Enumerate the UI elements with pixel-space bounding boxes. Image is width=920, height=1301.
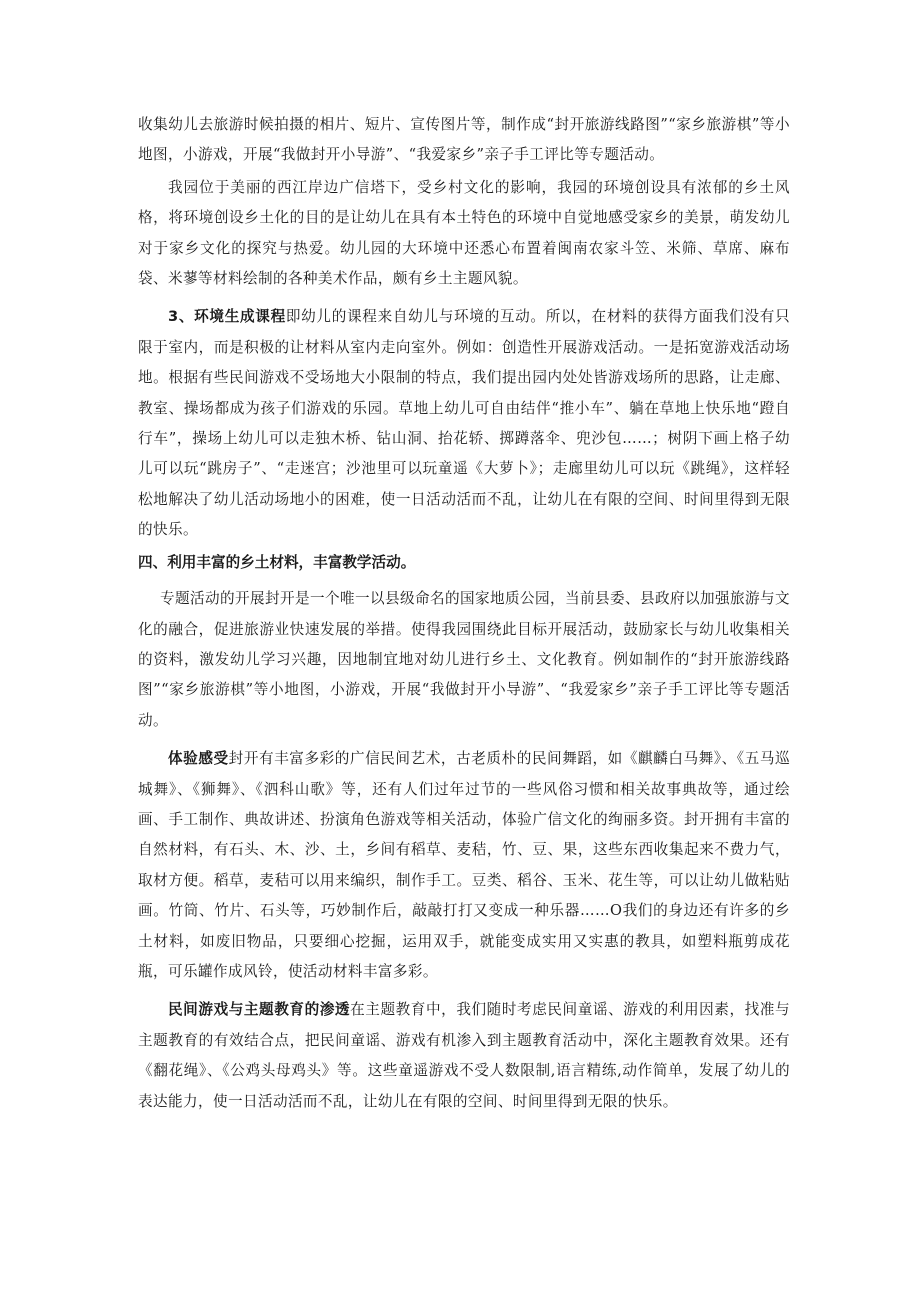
paragraph-body-folk-games: 在主题教育中，我们随时考虑民间童谣、游戏的利用因素，找准与主题教育的有效结合点，把民间童谣、游戏有机渗入到主题教育活动中，深化主题教育效果。还有《翻花绳》、《公鸡头母鸡头》等。这些童遥游戏不受人数限制,语言精练,动作简单，发展了幼儿的表达能力，使一日活动活而不乱，让幼儿在有限的空间、时间里得到无限的快乐。: [138, 1001, 790, 1110]
paragraph-experience: [138, 744, 790, 987]
paragraph-thematic-activities: 专题活动的开展封开是一个唯一以县级命名的国家地质公园，当前县委、县政府以加强旅游与文化的融合，促进旅游业快速发展的举措。使得我园围绕此目标开展活动，鼓励家长与幼儿收集相关的资料，激发幼儿学习兴趣，因地制宜地对幼儿进行乡土、文化教育。例如制作的“封开旅游线路图”“家乡旅游棋”等小地图，小游戏，开展“我做封开小导游”、“我爱家乡”亲子手工评比等专题活动。: [138, 590, 790, 729]
paragraph-environment: 我园位于美丽的西江岸边广信塔下，受乡村文化的影响，我园的环境创设具有浓郁的乡土风格，将环境创设乡土化的目的是让幼儿在具有本土特色的环境中自觉地感受家乡的美景，萌发幼儿对于家乡文化的探究与热爱。幼儿园的大环境中还悉心布置着闽南农家斗笠、米筛、草席、麻布袋、米蓼等材料绘制的各种美术作品，颇有乡土主题风貌。: [138, 178, 790, 288]
paragraph-body-environment-curriculum: 即幼儿的课程来自幼儿与环境的互动。所以，在材料的获得方面我们没有只限于室内，而是积极的让材料从室内走向室外。例如：创造性开展游戏活动。一是拓宽游戏活动场地。根据有些民间游戏不受场地大小限制的特点，我们提出园内处处皆游戏场所的思路，让走廊、教室、操场都成为孩子们游戏的乐园。草地上幼儿可自由结伴“推小车”、躺在草地上快乐地“蹬自行车”，操场上幼儿可以走独木桥、钻山洞、抬花轿、掷蹲落伞、兜沙包……；树阴下画上格子幼儿可以玩“跳房子”、“走迷宫；沙池里可以玩童遥《大萝卜》；走廊里幼儿可以玩《跳绳》，这样轻松地解决了幼儿活动场地小的困难，使一日活动活而不乱，让幼儿在有限的空间、时间里得到无限的快乐。: [138, 308, 791, 539]
paragraph-lead-experience: 体验感受: [168, 750, 229, 768]
paragraph-lead-folk-games: 民间游戏与主题教育的渗透: [168, 1001, 351, 1019]
paragraph-body-experience: 封开有丰富多彩的广信民间艺术，古老质朴的民间舞蹈，如《麒麟白马舞》、《五马巡城舞》、《狮舞》、《泗科山歌》等，还有人们过年过节的一些风俗习惯和相关故事典故等，通过绘画、手工制作、典故讲述、扮演角色游戏等相关活动，体验广信文化的绚丽多资。封开拥有丰富的自然材料，有石头、木、沙、土，乡间有稻草、麦秸，竹、豆、果，这些东西收集起来不费力气，取材方便。稻草，麦秸可以用来编织，制作手工。豆类、稻谷、玉米、花生等，可以让幼儿做粘贴画。竹筒、竹片、石头等，巧妙制作后，敲敲打打又变成一种乐器……O我们的身边还有许多的乡土材料，如废旧物品，只要细心挖掘，运用双手，就能变成实用又实惠的教具，如塑料瓶剪成花瓶，可乐罐作成风铃，使活动材料丰富多彩。: [138, 750, 790, 980]
paragraph-activities-continued: 收集幼儿去旅游时候拍摄的相片、短片、宣传图片等，制作成“封开旅游线路图”“家乡旅游棋”等小地图，小游戏，开展“我做封开小导游”、“我爱家乡”亲子手工评比等专题活动。: [138, 116, 790, 164]
paragraph-folk-games: [138, 995, 790, 1117]
section-heading-four: 四、利用丰富的乡土材料，丰富教学活动。: [138, 553, 416, 571]
paragraph-lead-environment-curriculum: 3、环境生成课程: [168, 308, 286, 326]
paragraph-environment-curriculum: [138, 302, 790, 545]
document-page: [138, 110, 790, 1117]
